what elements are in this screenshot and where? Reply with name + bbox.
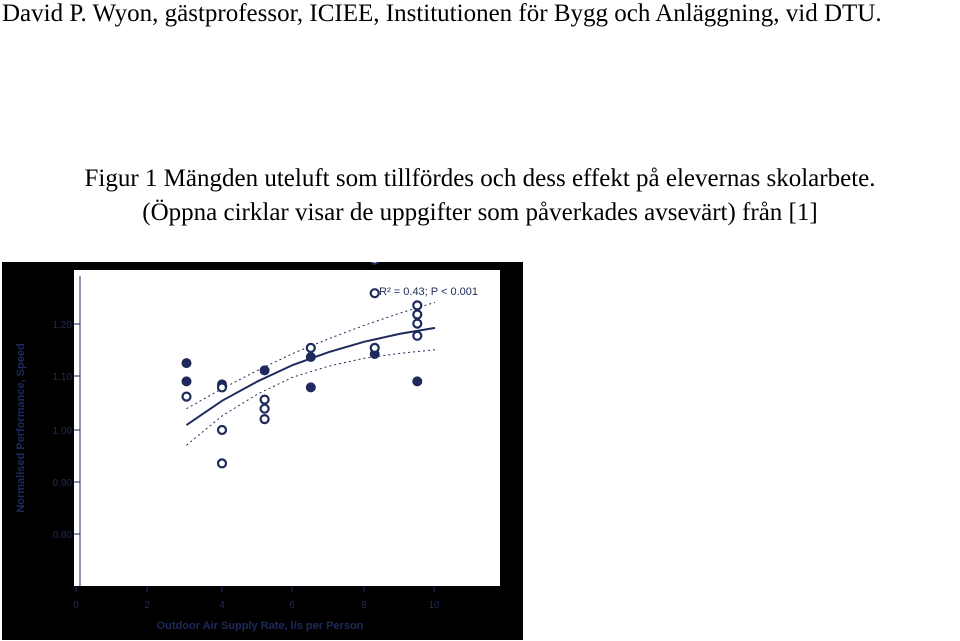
x-tick-label: 4 [219, 600, 225, 611]
filled-data-point [412, 376, 422, 386]
plot-area [74, 270, 500, 586]
open-data-point [413, 332, 421, 340]
open-data-point [413, 301, 421, 309]
y-tick-label: 1.20 [52, 320, 72, 331]
filled-data-point [306, 382, 316, 392]
x-tick-label: 8 [361, 600, 367, 611]
intro-text: David P. Wyon, gästprofessor, ICIEE, Institutionen för Bygg och Anläggning, vid DTU. [2, 0, 882, 27]
y-axis-label: Normalised Performance, Speed [15, 343, 27, 513]
open-data-point [413, 320, 421, 328]
caption-line-2: (Öppna cirklar visar de uppgifter som påverkades avsevärt) från [1] [142, 199, 818, 226]
open-data-point [218, 426, 226, 434]
x-tick-label: 6 [289, 600, 295, 611]
scatter-chart [2, 262, 523, 640]
open-data-point [218, 383, 226, 391]
x-tick-label: 2 [144, 600, 150, 611]
y-tick-label: 1.00 [52, 426, 72, 437]
y-tick-label: 1.10 [52, 372, 72, 383]
open-data-point [261, 396, 269, 404]
caption-line-1: Figur 1 Mängden uteluft som tillfördes och dess effekt på elevernas skolarbete. [84, 165, 876, 192]
open-data-point [218, 459, 226, 467]
x-tick-label: 10 [428, 600, 440, 611]
stats-annotation: R² = 0.43; P < 0.001 [379, 286, 478, 298]
filled-data-point [306, 352, 316, 362]
y-tick-label: 0.90 [52, 478, 72, 489]
open-data-point [261, 405, 269, 413]
scatter-figure [2, 262, 523, 640]
x-axis-label: Outdoor Air Supply Rate, l/s per Person [156, 620, 364, 632]
filled-data-point [182, 358, 192, 368]
open-data-point [371, 289, 379, 297]
open-data-point [371, 262, 379, 264]
open-data-point [261, 415, 269, 423]
filled-data-point [182, 376, 192, 386]
filled-data-point [260, 365, 270, 375]
y-tick-label: 0.80 [52, 530, 72, 541]
open-data-point [413, 311, 421, 319]
figure-caption [0, 162, 960, 230]
open-data-point [183, 393, 191, 401]
open-data-point [307, 344, 315, 352]
x-tick-label: 0 [73, 600, 79, 611]
open-data-point [371, 344, 379, 352]
